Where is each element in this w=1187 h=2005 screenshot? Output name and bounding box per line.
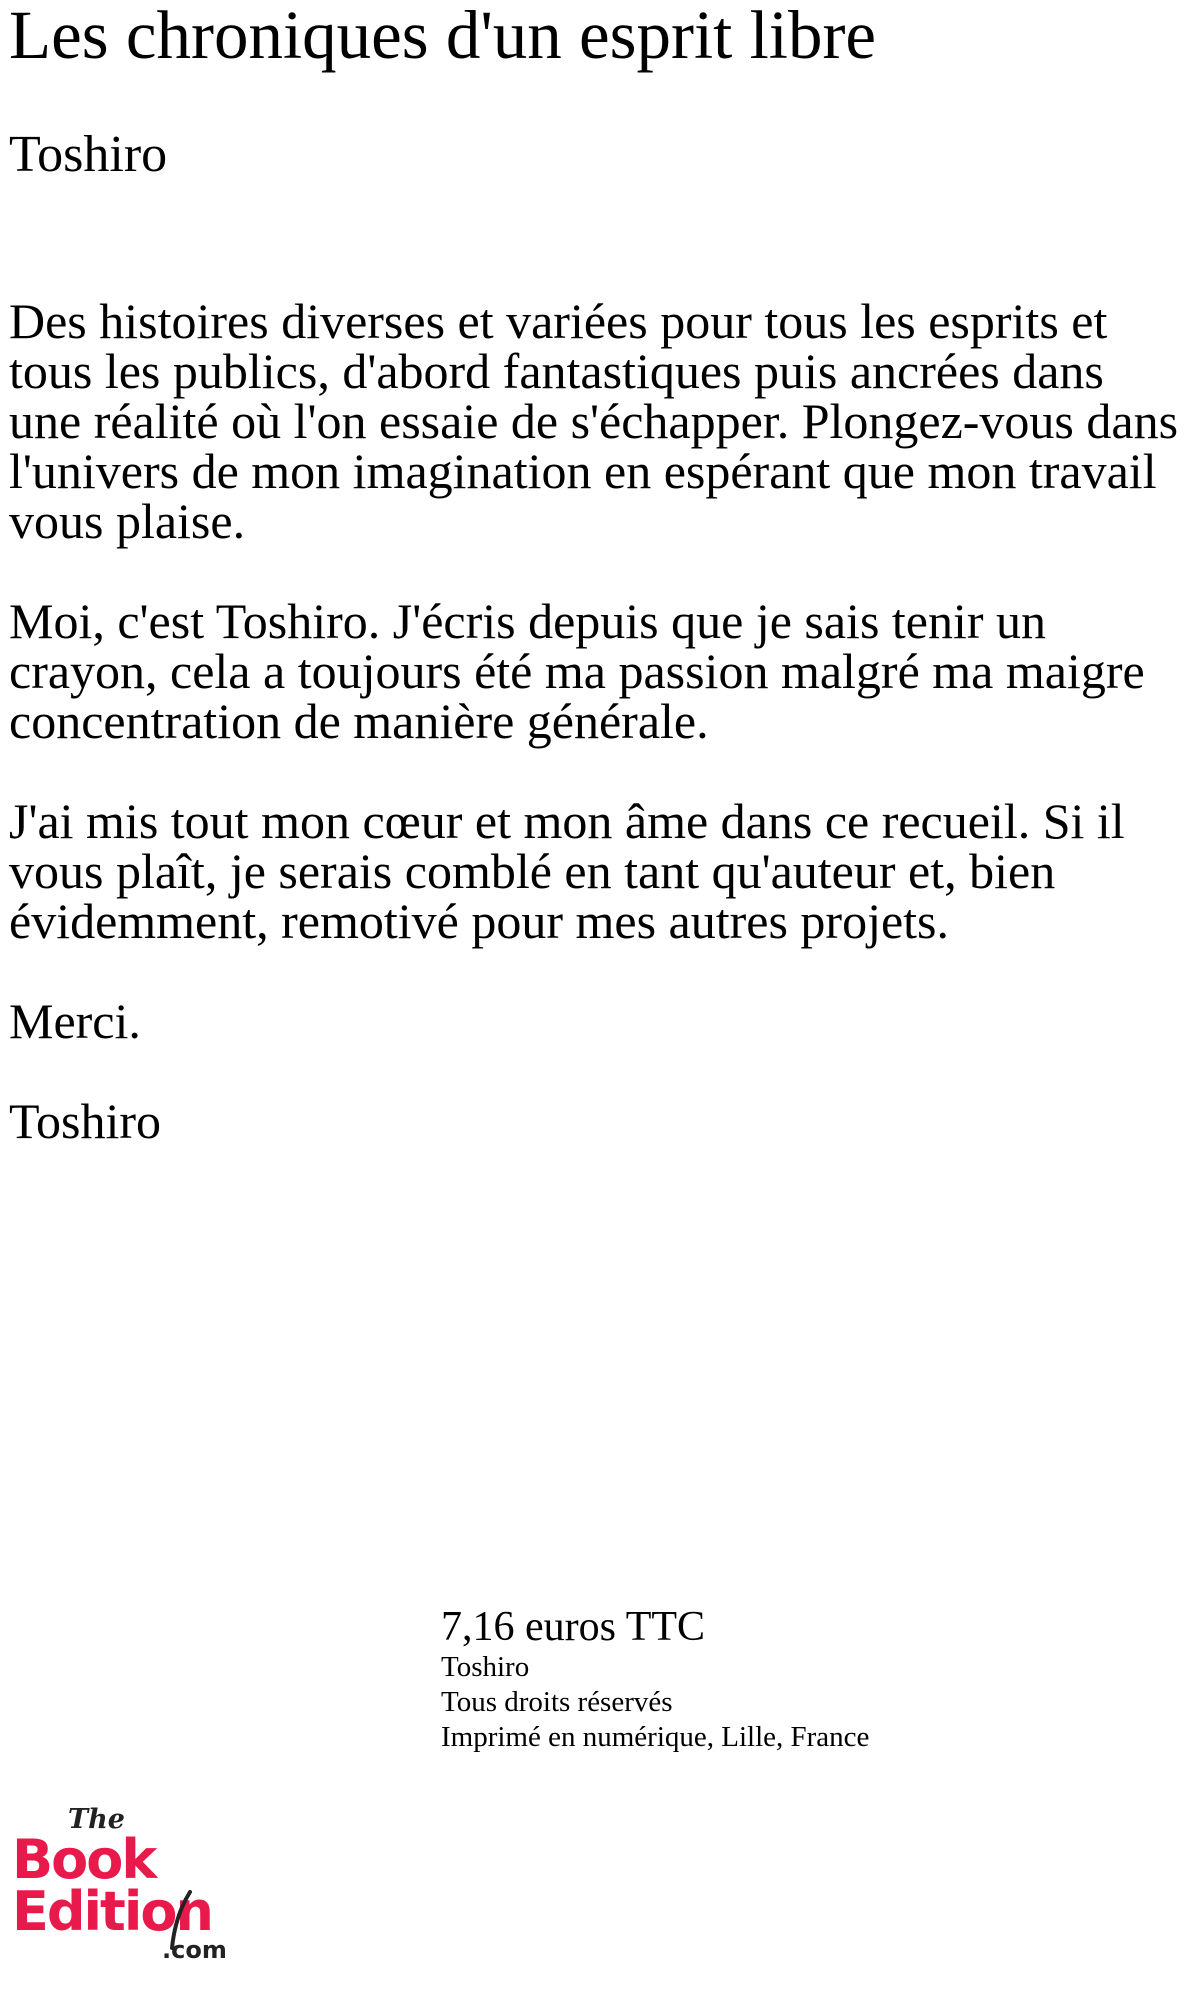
back-cover-paragraph: Moi, c'est Toshiro. J'écris depuis que je sais tenir un crayon, cela a toujours été ma passion malgré ma maigre concentration de manière générale. [9,593,1145,749]
thebookedition-logo [12,1800,247,1960]
book-author: Toshiro [9,126,168,183]
logo-book-text: Book [12,1828,156,1891]
price-label: 7,16 euros TTC [441,1604,706,1650]
imprint-block [441,1604,869,1755]
imprint-rights: Tous droits réservés [441,1686,673,1718]
logo-com-text: .com [162,1936,227,1960]
back-cover-signature: Toshiro [9,1093,162,1149]
imprint-author: Toshiro [441,1651,530,1683]
logo-edition-text: Edition [12,1880,212,1943]
back-cover-text [9,293,1179,1196]
logo-the-text: The [68,1804,125,1835]
imprint-printing: Imprimé en numérique, Lille, France [441,1721,870,1753]
back-cover-paragraph: Des histoires diverses et variées pour tous les esprits et tous les publics, d'abord fantastiques puis ancrées dans une réalité où l'on essaie de s'échapper. Plongez-vous dans l'univers de mon imagination en espérant que mon travail vous plaise. [9,293,1179,549]
back-cover-closing: Merci. [9,993,141,1049]
book-title: Les chroniques d'un esprit libre [9,0,877,73]
back-cover-paragraph: J'ai mis tout mon cœur et mon âme dans ce recueil. Si il vous plaît, je serais comblé en tant qu'auteur et, bien évidemment, remotivé pour mes autres projets. [9,793,1125,949]
